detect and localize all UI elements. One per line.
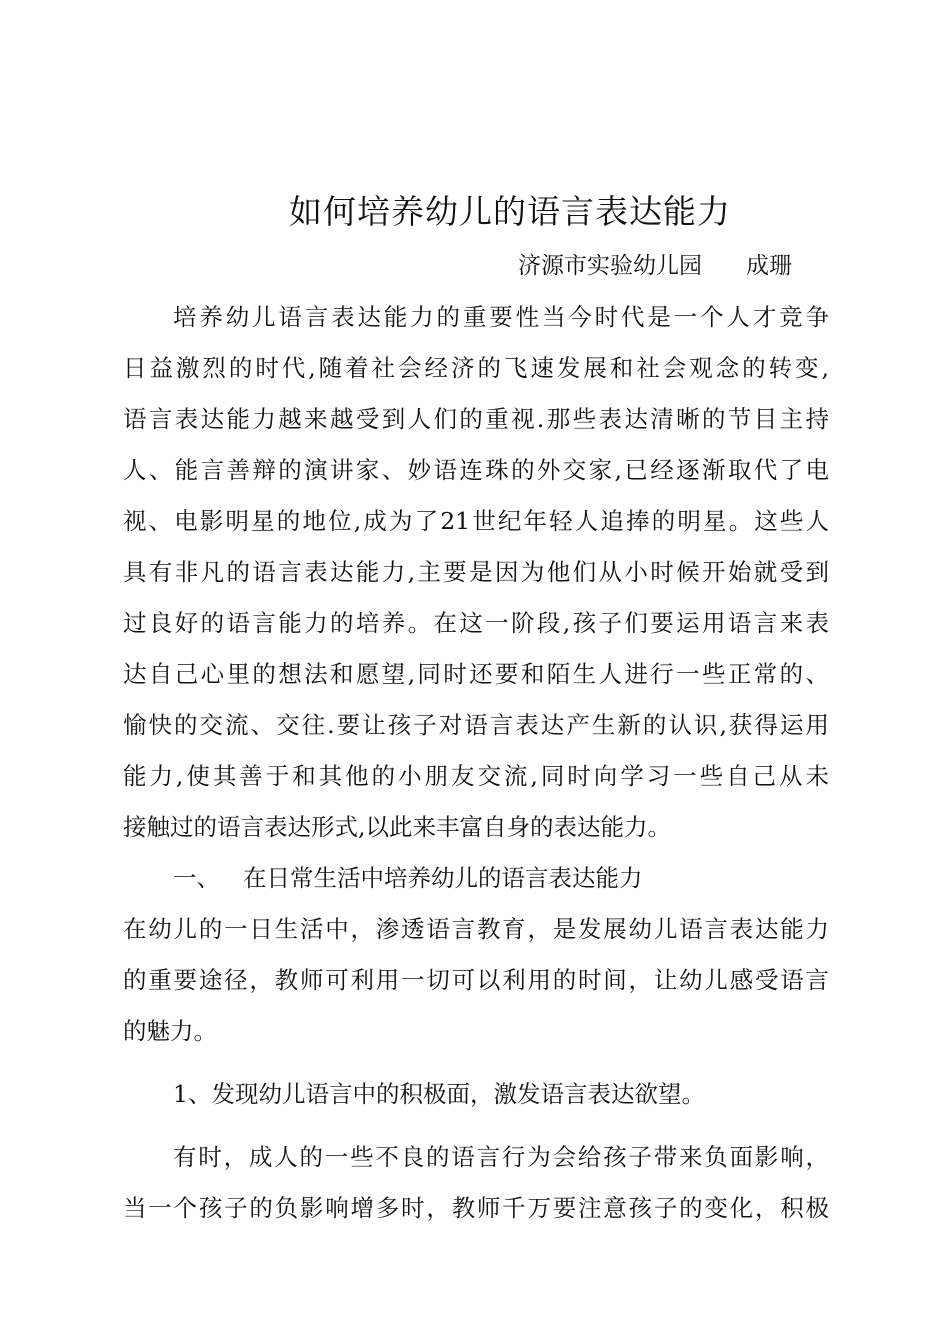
- paragraph-line: 培养幼儿语言表达能力的重要性当今时代是一个人才竞争: [173, 303, 829, 331]
- paragraph-line: 愉快的交流、交往.要让孩子对语言表达产生新的认识,获得运用: [123, 711, 829, 739]
- paragraph-line: 语言表达能力越来越受到人们的重视.那些表达清晰的节目主持: [123, 405, 829, 433]
- paragraph-negative-influence: [123, 1132, 829, 1234]
- paragraph-line: 达自己心里的想法和愿望,同时还要和陌生人进行一些正常的、: [123, 660, 829, 688]
- paragraph-line: 当一个孩子的负影响增多时，教师千万要注意孩子的变化，积极: [123, 1194, 829, 1222]
- section-heading-text: 在日常生活中培养幼儿的语言表达能力: [243, 864, 643, 892]
- subheading: 1、发现幼儿语言中的积极面，激发语言表达欲望。: [173, 1080, 705, 1108]
- section-number: 一、: [173, 864, 220, 892]
- author-organization: 济源市实验幼儿园: [518, 253, 702, 279]
- paragraph-intro: [123, 292, 829, 853]
- document-title: 如何培养幼儿的语言表达能力: [289, 192, 731, 231]
- author-name: 成珊: [746, 253, 792, 279]
- paragraph-line: 接触过的语言表达形式,以此来丰富自身的表达能力。: [123, 813, 671, 841]
- paragraph-line: 日益激烈的时代,随着社会经济的飞速发展和社会观念的转变,: [123, 354, 829, 382]
- author-line: [518, 247, 792, 280]
- paragraph-line: 的魅力。: [123, 1017, 217, 1045]
- paragraph-spacer: [123, 1120, 829, 1132]
- document-body: [123, 292, 829, 1234]
- section-heading: [123, 853, 829, 904]
- paragraph-spacer: [123, 1057, 829, 1069]
- paragraph-line: 在幼儿的一日生活中，渗透语言教育，是发展幼儿语言表达能力: [123, 915, 829, 943]
- paragraph-line: 视、电影明星的地位,成为了21世纪年轻人追捧的明星。这些人: [123, 507, 829, 535]
- paragraph-line: 能力,使其善于和其他的小朋友交流,同时向学习一些自己从未: [123, 762, 829, 790]
- paragraph-line: 有时，成人的一些不良的语言行为会给孩子带来负面影响，: [173, 1143, 829, 1171]
- paragraph-line: 过良好的语言能力的培养。在这一阶段,孩子们要运用语言来表: [123, 609, 829, 637]
- paragraph-line: 人、能言善辩的演讲家、妙语连珠的外交家,已经逐渐取代了电: [123, 456, 829, 484]
- paragraph-line: 的重要途径，教师可利用一切可以利用的时间，让幼儿感受语言: [123, 966, 829, 994]
- paragraph-line: 具有非凡的语言表达能力,主要是因为他们从小时候开始就受到: [123, 558, 829, 586]
- paragraph-daily-life: [123, 904, 829, 1057]
